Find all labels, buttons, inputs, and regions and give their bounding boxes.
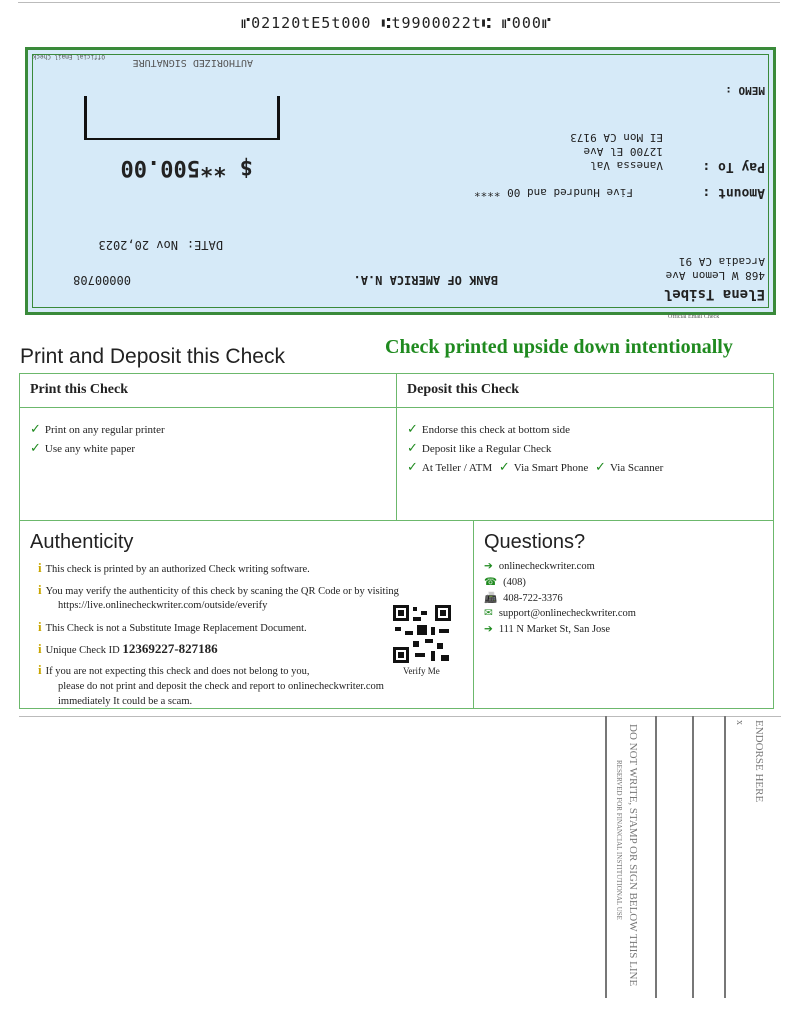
auth-line-5b: please do not print and deposit the check and report to onlinecheckwriter.com xyxy=(58,681,384,693)
bank-name: BANK OF AMERICA N.A. xyxy=(353,273,498,287)
contact-website[interactable]: ➔ onlinecheckwriter.com xyxy=(484,561,595,572)
payer-name: Elena Tsibel xyxy=(663,286,765,302)
check-mark-icon: ✓ xyxy=(498,459,510,474)
info-icon: i xyxy=(38,581,42,597)
pay-to-label: Pay To : xyxy=(702,159,765,174)
official-email-check-footer: Official Email Check xyxy=(668,314,720,320)
check-mark-icon: ✓ xyxy=(595,459,606,474)
official-email-check: Official Email Check xyxy=(32,53,105,60)
endorse-line xyxy=(605,716,607,998)
qr-code-icon[interactable] xyxy=(391,603,453,665)
info-icon: i xyxy=(38,560,42,575)
info-icon: i xyxy=(38,619,42,635)
memo-label: MEMO : xyxy=(725,84,765,97)
auth-line-5c: immediately It could be a scam. xyxy=(58,695,193,707)
deposit-panel xyxy=(396,373,774,521)
print-panel-title: Print this Check xyxy=(20,374,396,408)
payee-address-line2: 12700 El Ave xyxy=(583,145,663,158)
payee-name: Vanessa Val xyxy=(590,159,663,172)
phone-icon: ☎ xyxy=(484,576,498,588)
top-rule xyxy=(18,2,780,3)
contact-address: ➔ 111 N Market St, San Jose xyxy=(484,624,611,635)
info-icon: i xyxy=(38,640,42,656)
check-number: 00000708 xyxy=(73,273,131,287)
check-body xyxy=(28,50,773,312)
fax-icon: 📠 xyxy=(484,592,498,604)
info-icon: i xyxy=(38,662,42,678)
check-mark-icon: ✓ xyxy=(407,459,418,474)
endorse-x-mark: x xyxy=(734,720,745,725)
auth-line-4: i Unique Check ID 12369227-827186 xyxy=(38,640,218,656)
auth-line-3: i This Check is not a Substitute Image Replacement Document. xyxy=(38,619,307,635)
section-divider xyxy=(19,716,781,717)
contact-phone[interactable]: ☎ (408) xyxy=(484,576,526,588)
email-icon: ✉ xyxy=(484,608,493,620)
check-mark-icon: ✓ xyxy=(407,421,418,436)
signature-box xyxy=(84,96,280,140)
contact-email[interactable]: ✉ support@onlinecheckwriter.com xyxy=(484,608,636,620)
auth-line-5: i If you are not expecting this check and does not belong to you, xyxy=(38,662,310,678)
payee-address-line1: EI Mon CA 9173 xyxy=(570,131,663,144)
list-item: ✓ Deposit like a Regular Check xyxy=(407,440,552,455)
check xyxy=(25,47,776,315)
contact-fax: 📠 408-722-3376 xyxy=(484,592,563,604)
check-mark-icon: ✓ xyxy=(30,440,41,455)
amount-label: Amount : xyxy=(702,185,765,200)
endorse-line xyxy=(655,716,657,998)
questions-panel xyxy=(473,520,774,709)
do-not-write-notice: DO NOT WRITE, STAMP OR SIGN BELOW THIS LINE xyxy=(627,724,639,987)
amount-numeric: $ **500.00 xyxy=(120,155,253,180)
check-mark-icon: ✓ xyxy=(30,421,41,436)
endorse-line xyxy=(692,716,694,998)
arrow-right-icon: ➔ xyxy=(484,561,493,572)
check-mark-icon: ✓ xyxy=(407,440,418,455)
unique-check-id: 12369227-827186 xyxy=(122,640,218,656)
date-value: Nov 20,2023 xyxy=(98,238,178,252)
micr-line: ⑈02120tE5t000 ⑆t9900022t⑆ ⑈000⑈ xyxy=(241,14,552,32)
authenticity-panel xyxy=(19,520,474,709)
check-inner-border xyxy=(32,54,769,308)
list-item: ✓ Print on any regular printer xyxy=(30,421,165,436)
print-deposit-heading: Print and Deposit this Check xyxy=(20,345,285,368)
authorized-signature-label: AUTHORIZED SIGNATURE xyxy=(132,57,253,68)
date-label: DATE: xyxy=(186,238,223,252)
payer-address-line1: 468 W Lemon Ave xyxy=(665,269,765,282)
amount-words: Five Hundred and 00 **** xyxy=(474,186,633,199)
list-item: ✓ Use any white paper xyxy=(30,440,136,455)
auth-line-2: i You may verify the authenticity of this check by scaning the QR Code or by visiting xyxy=(38,581,399,597)
auth-line-1: i This check is printed by an authorized Check writing software. xyxy=(38,560,310,575)
print-panel xyxy=(19,373,397,521)
upside-down-notice: Check printed upside down intentionally xyxy=(385,336,733,358)
verify-me-label[interactable]: Verify Me xyxy=(403,666,440,676)
questions-title: Questions? xyxy=(484,531,586,553)
authenticity-title: Authenticity xyxy=(30,531,134,553)
deposit-methods: ✓ At Teller / ATM ✓ Via Smart Phone ✓ Via Scanner xyxy=(407,459,664,474)
verify-url[interactable]: https://live.onlinecheckwriter.com/outside/everify xyxy=(58,600,268,612)
payer-address-line2: Arcadia CA 91 xyxy=(678,255,765,268)
reserved-notice: RESERVED FOR FINANCIAL INSTITUTIONAL USE xyxy=(615,760,623,920)
endorse-here-label: ENDORSE HERE xyxy=(753,720,765,803)
endorse-line xyxy=(724,716,726,998)
deposit-panel-title: Deposit this Check xyxy=(397,374,773,408)
arrow-right-icon: ➔ xyxy=(484,624,493,635)
list-item: ✓ Endorse this check at bottom side xyxy=(407,421,571,436)
